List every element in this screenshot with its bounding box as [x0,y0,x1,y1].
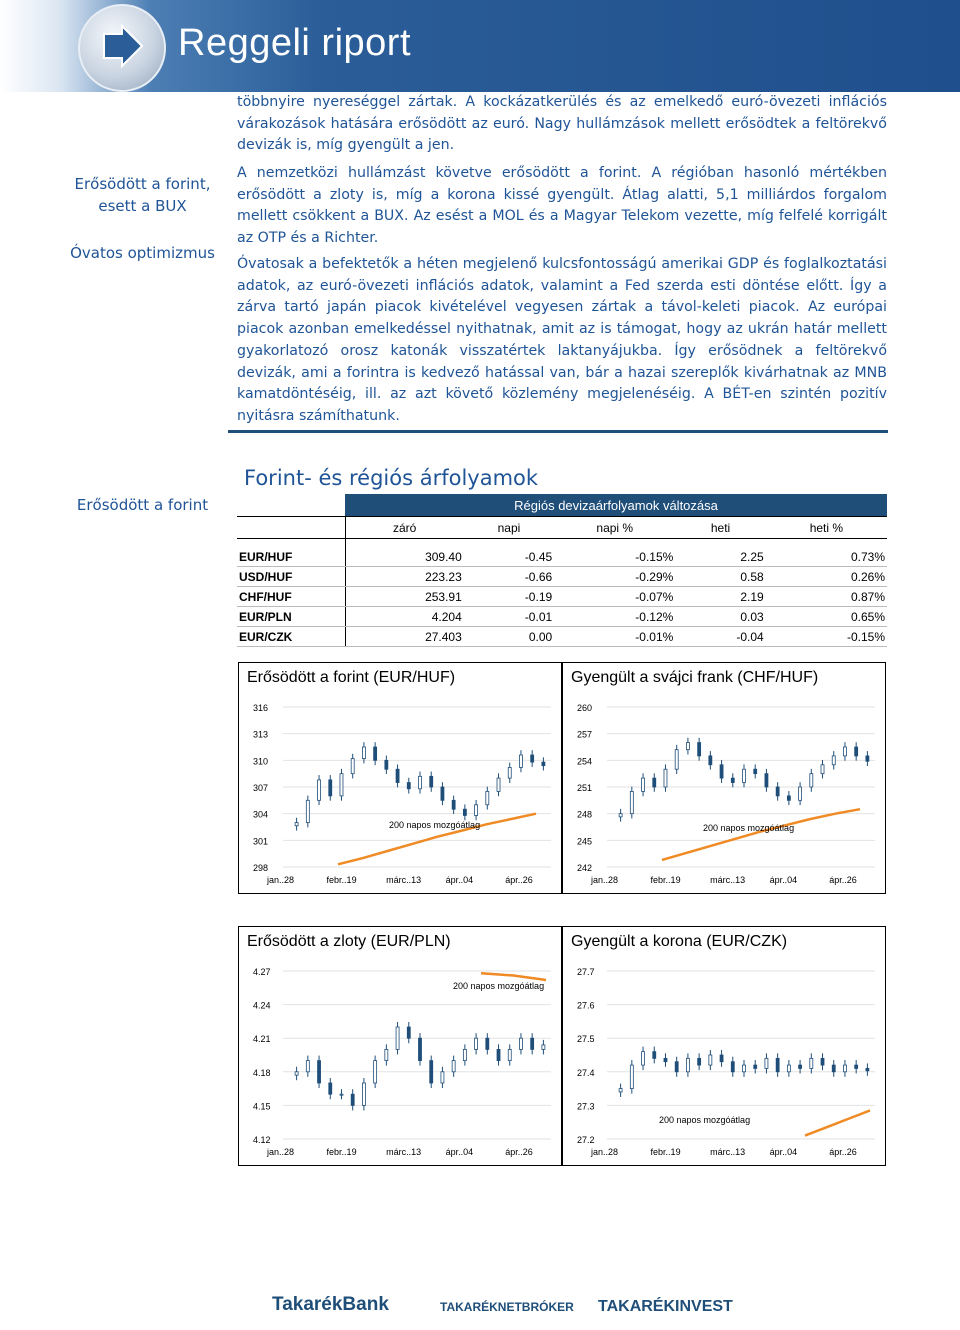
y-tick-label: 245 [577,836,593,847]
x-tick-label: ápr..04 [445,1147,474,1157]
body-paragraph-3 [237,254,887,428]
candle-body [675,1062,678,1072]
pair-label: USD/HUF [237,567,345,587]
candle-body [619,814,622,817]
candle-body [709,756,712,765]
chart-plot [563,957,885,1163]
y-tick-label: 251 [577,783,593,793]
candle-body [776,1058,779,1071]
candle-body [463,1049,466,1060]
candle-body [754,769,757,773]
candle-body [329,780,332,796]
table-row [237,547,887,567]
candle-body [329,1083,332,1094]
candle-body [486,1038,489,1049]
candle-body [843,747,846,756]
candle-body [340,774,343,796]
y-tick-label: 27.3 [577,1101,595,1112]
candle-body [441,1072,444,1083]
candle-body [362,1083,365,1105]
x-tick-label: febr..19 [326,875,357,885]
candle-body [452,1061,455,1072]
candle-body [407,783,410,789]
cell-value: -0.04 [675,627,765,647]
y-tick-label: 310 [253,756,269,767]
candle-body [855,747,858,756]
cell-value: 309.40 [345,547,464,567]
moving-average-label: 200 napos mozgóátlag [659,1115,751,1125]
y-tick-label: 27.7 [577,967,595,977]
candle-body [362,747,365,759]
side-note-forint: Erősödött a forint [76,496,209,514]
col-zaro: záró [345,517,464,539]
candle-body [855,1065,858,1068]
candle-body [486,791,489,804]
cell-value: 0.03 [675,607,765,627]
candle-body [843,1065,846,1072]
x-tick-label: ápr..04 [769,875,798,885]
candle-body [832,1065,835,1072]
moving-average-label: 200 napos mozgóátlag [453,981,545,991]
candle-body [776,787,779,796]
fx-table-caption: Régiós devizaárfolyamok változása [345,494,887,517]
candle-body [765,1058,768,1068]
candle-body [419,1038,422,1060]
y-tick-label: 242 [577,863,593,873]
candle-body [306,1061,309,1072]
y-tick-label: 307 [253,783,269,793]
x-tick-label: febr..19 [650,1147,681,1157]
candle-body [720,1055,723,1062]
candle-body [731,1062,734,1072]
moving-average-line [805,1110,870,1135]
candle-body [810,774,813,787]
takareknetbroker-logo [440,1300,574,1330]
candle-body [731,778,734,782]
y-tick-label: 4.18 [253,1067,271,1078]
chart-chfhuf [562,662,886,894]
candle-body [441,787,444,800]
candle-body [531,1038,534,1049]
cell-value: 253.91 [345,587,464,607]
candle-body [686,1058,689,1071]
header-banner [0,0,960,92]
cell-value: 0.26% [766,567,887,587]
moving-average-label: 200 napos mozgóátlag [389,820,481,830]
cell-value: 0.00 [464,627,554,647]
candle-body [675,750,678,770]
moving-average-line [481,973,546,980]
side-note-forint-bux: Erősödött a forint, esett a BUX [74,175,211,215]
chart-title: Gyengült a korona (EUR/CZK) [571,933,788,950]
y-tick-label: 4.27 [253,967,271,977]
cell-value: 2.25 [675,547,765,567]
cell-value: 2.19 [675,587,765,607]
moving-average-line [662,809,860,860]
y-tick-label: 4.21 [253,1034,271,1045]
col-heti: heti [675,517,765,539]
y-tick-label: 27.2 [577,1135,595,1145]
candle-body [463,809,466,815]
x-tick-label: márc..13 [386,875,422,885]
arrow-logo-icon [78,4,166,92]
candle-body [351,1094,354,1105]
candle-body [519,755,522,767]
footer-logo-3: TAKARÉKINVEST [598,1298,733,1315]
cell-value: -0.07% [554,587,675,607]
candle-body [340,1094,343,1095]
candle-body [821,1058,824,1065]
cell-value: -0.01 [464,607,554,627]
x-tick-label: febr..19 [326,1147,357,1157]
x-tick-label: márc..13 [386,1147,422,1157]
y-tick-label: 4.15 [253,1101,271,1112]
cell-value: -0.15% [554,547,675,567]
candle-body [743,769,746,782]
candle-body [709,1055,712,1065]
y-tick-label: 260 [577,703,593,713]
cell-value: -0.66 [464,567,554,587]
cell-value: -0.45 [464,547,554,567]
candle-body [787,1065,790,1072]
candle-body [531,755,534,762]
cell-value: -0.01% [554,627,675,647]
paragraph-markets: többnyire nyereséggel zártak. A kockázatkerülés és az emelkedő euró-övezeti inflációs várakozások hatására erősödött az euró. Nagy hullámzások mellett erősödtek a feltörekvő devizák is, míg gyengült a jen. [237,94,887,154]
candle-body [686,743,689,750]
cell-value: -0.15% [766,627,887,647]
candle-body [519,1038,522,1049]
col-napi-pct: napi % [554,517,675,539]
chart-title: Erősödött a forint (EUR/HUF) [247,669,456,686]
x-tick-label: ápr..26 [829,875,857,885]
candle-body [452,800,455,809]
chart-plot [239,693,561,891]
candle-body [664,769,667,787]
candle-body [866,756,869,761]
candle-body [295,823,298,826]
x-tick-label: jan..28 [591,1147,619,1157]
candle-body [642,1052,645,1065]
candle-body [799,1065,802,1068]
x-tick-label: ápr..04 [445,875,474,885]
pair-label: EUR/PLN [237,607,345,627]
x-tick-label: márc..13 [710,875,746,885]
candle-body [374,747,377,760]
body-paragraph-2 [237,163,887,250]
candle-body [508,767,511,778]
chart-eurpln [238,926,562,1166]
y-tick-label: 27.6 [577,1000,595,1011]
moving-average-label: 200 napos mozgóátlag [703,823,795,833]
candle-body [720,765,723,778]
footer-logo-1: TakarékBank [272,1294,389,1315]
cell-value: -0.29% [554,567,675,587]
candle-body [810,1058,813,1068]
chart-plot [563,693,885,891]
paragraph-outlook: Óvatosak a befektetők a héten megjelenő kulcsfontosságú amerikai GDP és foglalkoztatási adatok, az euró-övezeti inflációs adatok, valamint a Fed szerda esti döntése előtt. Így a zárva tartó japán piacok kivételével vegyesen zártak a távol-keleti piacok. Az európai piacok azonban emelkedéssel nyithatnak, amit az is támogat, hogy az ukrán határ mellett gyakorlatozó orosz katonák visszatértek laktanyájukba. Így erősödnek a feltörekvő devizák, ami a forintra is kedvező hatással van, bár a hazai szereplők kivárhatnak az MNB kamatdöntéséig, ill. az azt követő közlemény megjelenéséig. A BÉT-en szintén pozitív nyitásra számíthatunk. [237,256,887,424]
pair-label: CHF/HUF [237,587,345,607]
candle-body [419,776,422,788]
x-tick-label: jan..28 [267,875,295,885]
cell-value: 0.58 [675,567,765,587]
section-divider [228,430,888,433]
table-row [237,567,887,587]
y-tick-label: 257 [577,729,593,740]
candle-body [630,1065,633,1089]
takarekinvest-logo [598,1298,733,1328]
candle-body [430,776,433,787]
candle-body [318,780,321,800]
cell-value: 27.403 [345,627,464,647]
candle-body [799,787,802,800]
y-tick-label: 316 [253,703,269,713]
candle-body [351,759,354,774]
col-napi: napi [464,517,554,539]
cell-value: 4.204 [345,607,464,627]
y-tick-label: 313 [253,729,269,740]
x-tick-label: ápr..04 [769,1147,798,1157]
table-row [237,587,887,607]
chart-eurhuf [238,662,562,894]
y-tick-label: 304 [253,809,269,820]
candle-body [787,796,790,800]
candle-body [832,756,835,765]
body-paragraph-1 [237,92,887,157]
candle-body [664,1058,667,1061]
table-row [237,627,887,647]
candle-body [295,1072,298,1075]
pair-label: EUR/HUF [237,547,345,567]
x-tick-label: jan..28 [267,1147,295,1157]
candle-body [374,1061,377,1083]
chart-title: Erősödött a zloty (EUR/PLN) [247,933,451,950]
candle-body [630,791,633,813]
candle-body [318,1061,321,1083]
candle-body [542,762,545,766]
fx-table-header [237,517,887,539]
report-title: Reggeli riport [178,22,411,64]
chart-plot [239,957,561,1163]
chart-eurczk [562,926,886,1166]
paragraph-forint: A nemzetközi hullámzást követve erősödött a forint. A régióban hasonló mértékben erősödött a zloty is, míg a korona kissé gyengült. Átlag alatti, 5,1 milliárdos forgalom mellett csökkent a BUX. Az esést a MOL és a Magyar Telekom vezette, míg felfelé korrigált az OTP és a Richter. [237,165,887,247]
table-row [237,607,887,627]
footer-logo-2: TAKARÉKNETBRÓKER [440,1300,574,1314]
candle-body [698,743,701,756]
candle-body [508,1049,511,1060]
x-tick-label: márc..13 [710,1147,746,1157]
candle-body [866,1068,869,1070]
candle-body [698,1058,701,1065]
x-tick-label: jan..28 [591,875,619,885]
cell-value: -0.12% [554,607,675,627]
cell-value: 0.65% [766,607,887,627]
candle-body [542,1045,545,1049]
x-tick-label: ápr..26 [829,1147,857,1157]
y-tick-label: 298 [253,863,269,873]
candle-body [497,1049,500,1060]
candle-body [619,1089,622,1092]
candle-body [430,1061,433,1083]
fx-table [237,494,887,647]
candle-body [765,774,768,787]
col-heti-pct: heti % [766,517,887,539]
candle-body [754,1065,757,1068]
y-tick-label: 248 [577,809,593,820]
candle-body [396,769,399,782]
pair-label: EUR/CZK [237,627,345,647]
side-note-optimizmus: Óvatos optimizmus [70,244,215,262]
takarekbank-logo [272,1294,389,1324]
candle-body [396,1027,399,1049]
candle-body [306,800,309,822]
candle-body [385,760,388,769]
x-tick-label: ápr..26 [505,875,533,885]
candle-body [475,805,478,816]
y-tick-label: 301 [253,836,269,847]
candle-body [642,778,645,791]
candle-body [743,1065,746,1072]
chart-title: Gyengült a svájci frank (CHF/HUF) [571,669,819,686]
cell-value: 0.73% [766,547,887,567]
y-tick-label: 4.24 [253,1000,271,1011]
candle-body [653,778,656,787]
y-tick-label: 254 [577,756,593,767]
section-title: Forint- és régiós árfolyamok [244,466,539,490]
cell-value: 0.87% [766,587,887,607]
candle-body [653,1052,656,1059]
y-tick-label: 4.12 [253,1135,271,1145]
y-tick-label: 27.5 [577,1034,595,1045]
candle-body [407,1027,410,1038]
candle-body [475,1038,478,1049]
x-tick-label: febr..19 [650,875,681,885]
candle-body [385,1049,388,1060]
y-tick-label: 27.4 [577,1067,595,1078]
candle-body [821,765,824,774]
x-tick-label: ápr..26 [505,1147,533,1157]
cell-value: 223.23 [345,567,464,587]
candle-body [497,778,500,791]
cell-value: -0.19 [464,587,554,607]
